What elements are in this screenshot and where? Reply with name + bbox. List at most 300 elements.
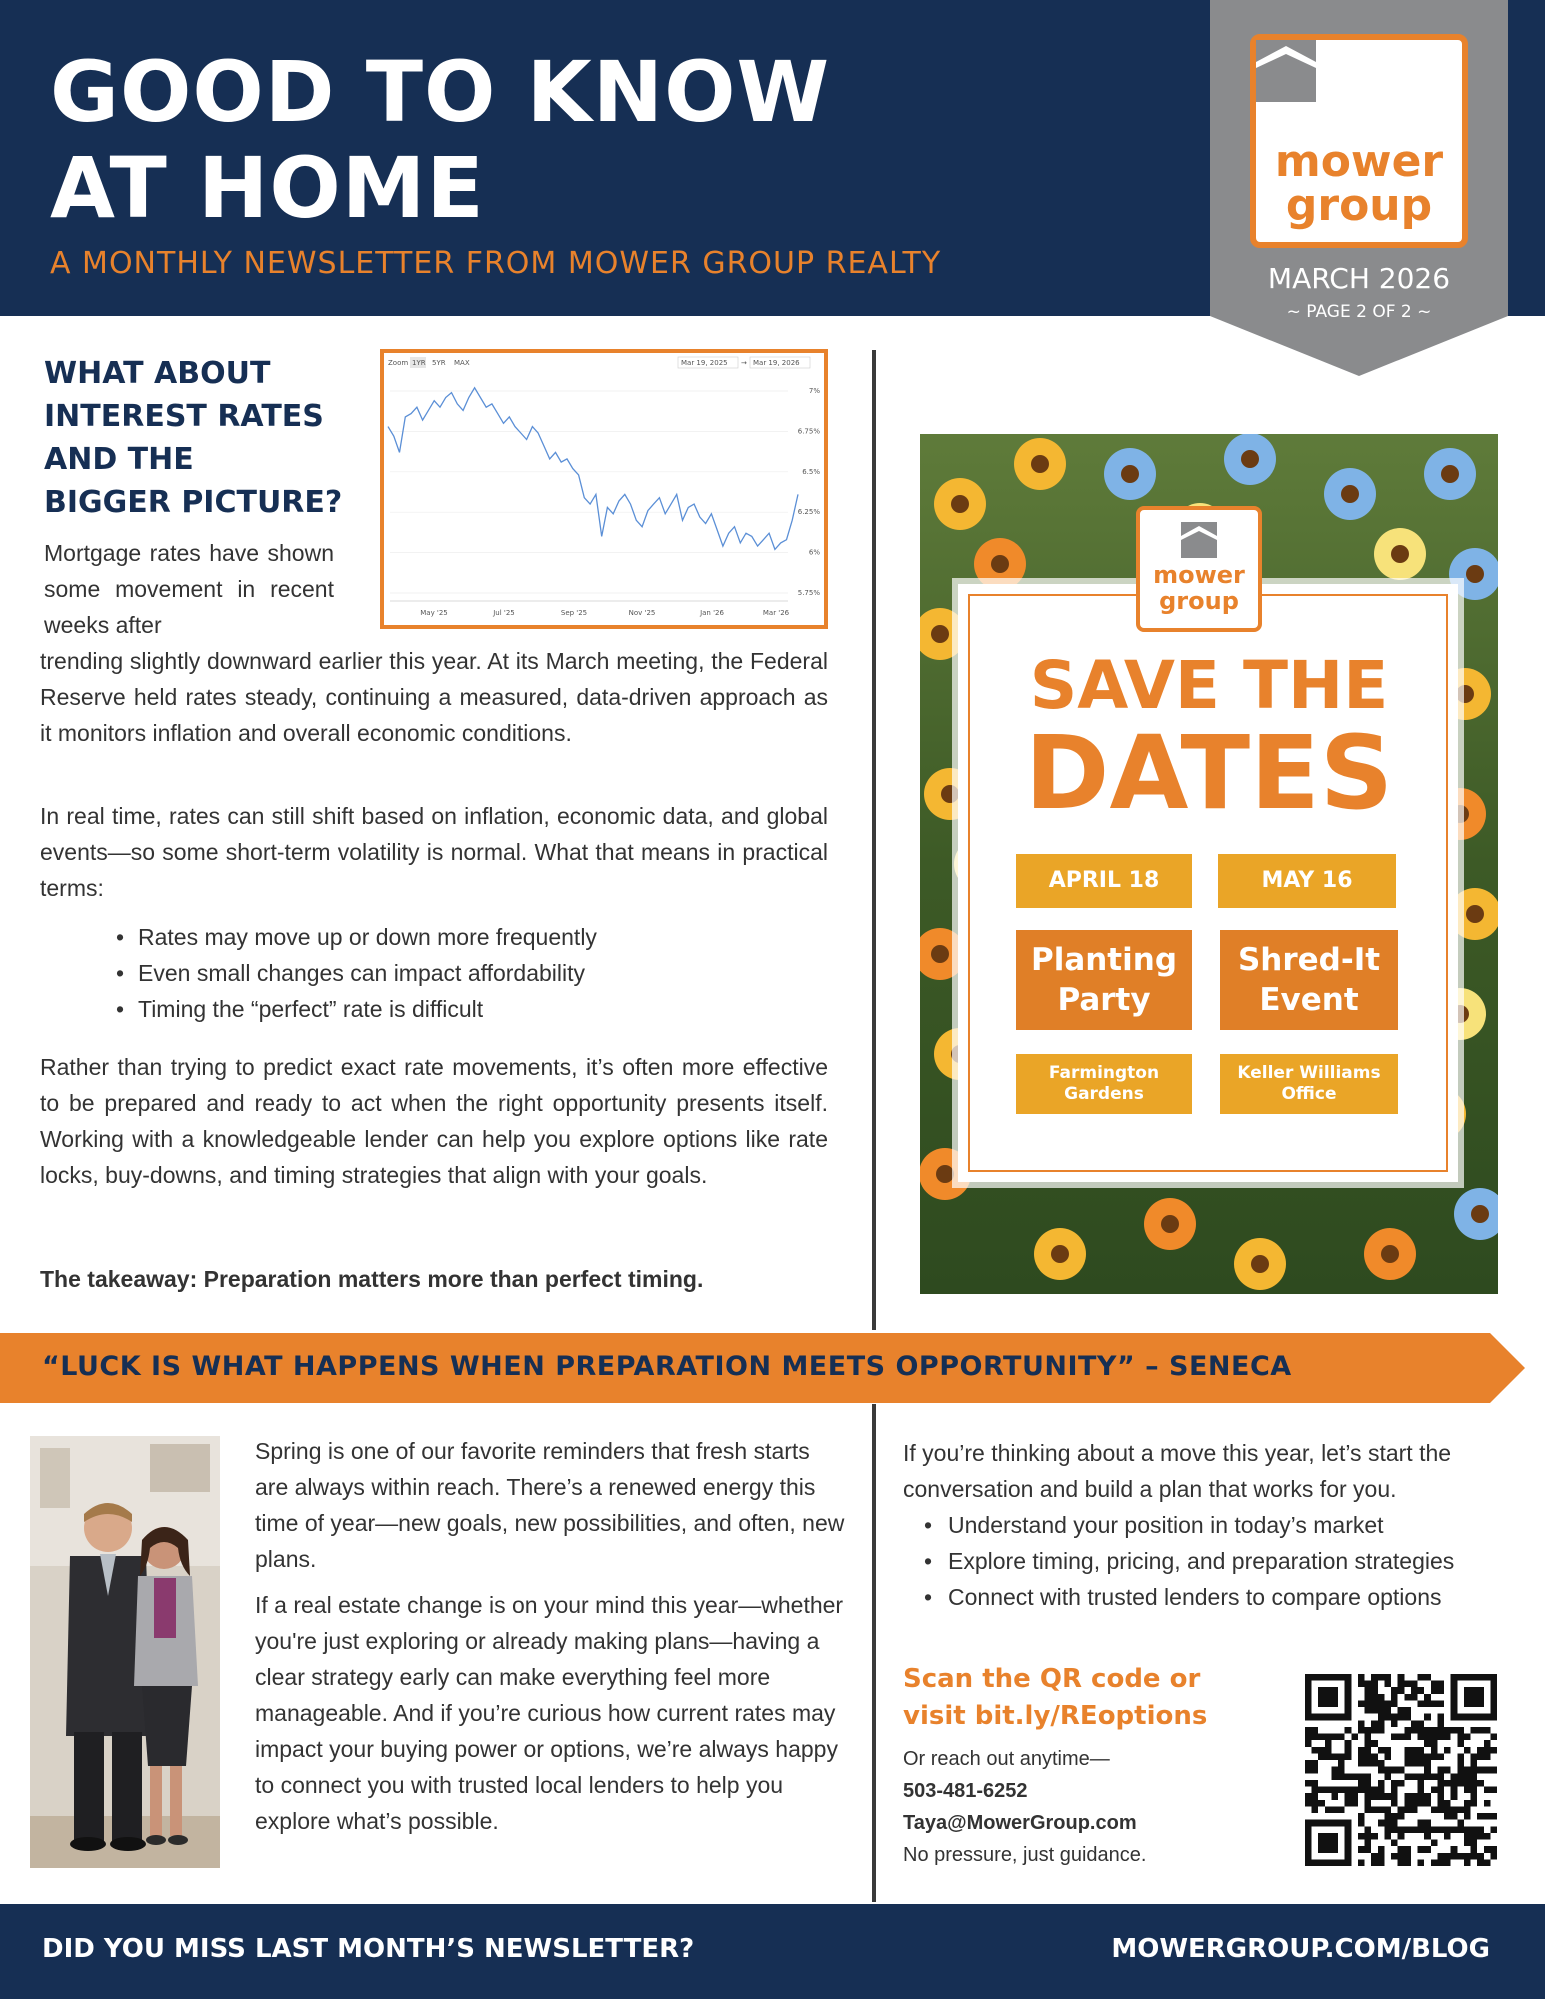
qr-module — [1411, 1773, 1418, 1780]
qr-module — [1318, 1787, 1325, 1794]
qr-module — [1431, 1859, 1438, 1866]
contact-info — [903, 1743, 1263, 1871]
qr-module — [1471, 1846, 1478, 1853]
qr-module — [1312, 1787, 1319, 1794]
qr-module — [1378, 1694, 1385, 1701]
qr-module — [1384, 1753, 1391, 1760]
title-line-2: AT HOME — [50, 139, 485, 237]
qr-module — [1437, 1793, 1444, 1800]
qr-module — [1312, 1806, 1319, 1813]
qr-module — [1358, 1727, 1365, 1734]
qr-module — [1365, 1747, 1372, 1754]
heading-line: INTEREST RATES — [44, 399, 324, 434]
house-icon — [1256, 40, 1316, 102]
qr-module — [1358, 1780, 1365, 1787]
page-number: ~ PAGE 2 OF 2 ~ — [1286, 302, 1432, 322]
email-address[interactable]: Taya@MowerGroup.com — [903, 1812, 1137, 1834]
qr-module — [1437, 1773, 1444, 1780]
phone-number[interactable]: 503-481-6252 — [903, 1780, 1028, 1802]
event-location-line: Keller Williams — [1237, 1063, 1381, 1083]
qr-module — [1404, 1846, 1411, 1853]
qr-module — [1404, 1760, 1411, 1767]
qr-module — [1424, 1740, 1431, 1747]
article-takeaway: The takeaway: Preparation matters more than perfect timing. — [40, 1266, 704, 1292]
chart-zoom-1yr[interactable]: 1YR — [412, 359, 426, 367]
qr-module — [1451, 1773, 1458, 1780]
qr-module — [1398, 1707, 1405, 1714]
qr-module — [1490, 1747, 1497, 1754]
qr-module — [1378, 1714, 1385, 1721]
qr-module — [1404, 1753, 1411, 1760]
qr-module — [1444, 1853, 1451, 1860]
qr-module — [1404, 1806, 1411, 1813]
qr-module — [1477, 1753, 1484, 1760]
qr-module — [1484, 1846, 1491, 1853]
qr-module — [1444, 1800, 1451, 1807]
qr-module — [1312, 1734, 1319, 1741]
event-name-line: Planting — [1030, 942, 1178, 978]
qr-module — [1484, 1813, 1491, 1820]
qr-module — [1378, 1720, 1385, 1727]
logo-word-2: group — [1285, 180, 1433, 231]
chart-date-to: Mar 19, 2026 — [753, 359, 800, 367]
qr-module — [1457, 1740, 1464, 1747]
qr-module — [1365, 1700, 1372, 1707]
chart-y-tick-label: 5.75% — [797, 589, 820, 597]
qr-module — [1471, 1780, 1478, 1787]
qr-module — [1418, 1787, 1425, 1794]
qr-module — [1371, 1727, 1378, 1734]
mortgage-rate-chart — [380, 349, 828, 629]
qr-module — [1444, 1727, 1451, 1734]
qr-module — [1398, 1767, 1405, 1774]
qr-module — [1431, 1787, 1438, 1794]
qr-module — [1418, 1793, 1425, 1800]
qr-module — [1451, 1727, 1458, 1734]
qr-module — [1331, 1806, 1338, 1813]
article-paragraph-1: trending slightly downward earlier this year. At its March meeting, the Federal Reserve held rates steady, continuing a measured, data-driven approach as it monitors inflation and overall economic conditions. — [40, 648, 828, 746]
qr-module — [1477, 1853, 1484, 1860]
qr-module — [1424, 1846, 1431, 1853]
qr-finder — [1464, 1687, 1484, 1707]
qr-module — [1457, 1734, 1464, 1741]
blog-link[interactable]: MOWERGROUP.COM/BLOG — [1111, 1934, 1490, 1964]
title-line-1: GOOD TO KNOW — [50, 43, 831, 141]
qr-module — [1312, 1747, 1319, 1754]
qr-module — [1437, 1720, 1444, 1727]
qr-module — [1384, 1793, 1391, 1800]
qr-module — [1312, 1780, 1319, 1787]
qr-module — [1444, 1780, 1451, 1787]
qr-module — [1411, 1793, 1418, 1800]
qr-module — [1391, 1826, 1398, 1833]
qr-module — [1318, 1734, 1325, 1741]
list-item: • Timing the “perfect” rate is difficult — [116, 991, 816, 1027]
qr-module — [1418, 1720, 1425, 1727]
qr-module — [1398, 1806, 1405, 1813]
qr-module — [1365, 1780, 1372, 1787]
event-location-line: Farmington — [1048, 1063, 1160, 1083]
qr-module — [1398, 1714, 1405, 1721]
qr-module — [1378, 1700, 1385, 1707]
qr-module — [1437, 1800, 1444, 1807]
qr-module — [1351, 1787, 1358, 1794]
qr-module — [1378, 1727, 1385, 1734]
article-paragraph-3: Rather than trying to predict exact rate movements, it’s often more effective to be prepared and ready to act when the right opportunity presents itself. Working with a knowledgeable lender can help you explore options like rate locks, buy-downs, and timing strategies that align with your goals. — [40, 1054, 828, 1188]
qr-module — [1378, 1853, 1385, 1860]
qr-module — [1411, 1727, 1418, 1734]
qr-module — [1404, 1727, 1411, 1734]
qr-module — [1365, 1833, 1372, 1840]
qr-module — [1418, 1674, 1425, 1681]
move-bullet-list — [924, 1507, 1524, 1615]
qr-module — [1378, 1674, 1385, 1681]
qr-module — [1464, 1853, 1471, 1860]
qr-module — [1411, 1760, 1418, 1767]
qr-module — [1305, 1780, 1312, 1787]
qr-module — [1471, 1767, 1478, 1774]
chart-y-tick-label: 7% — [808, 387, 820, 395]
qr-module — [1477, 1826, 1484, 1833]
chart-date-separator: → — [741, 359, 747, 367]
qr-module — [1471, 1833, 1478, 1840]
qr-module — [1312, 1727, 1319, 1734]
qr-module — [1325, 1747, 1332, 1754]
qr-module — [1464, 1734, 1471, 1741]
qr-module — [1424, 1753, 1431, 1760]
qr-module — [1338, 1767, 1345, 1774]
seneca-quote: “LUCK IS WHAT HAPPENS WHEN PREPARATION MEETS OPPORTUNITY” – SENECA — [42, 1351, 1292, 1382]
qr-module — [1451, 1793, 1458, 1800]
qr-module — [1418, 1859, 1425, 1866]
qr-module — [1338, 1787, 1345, 1794]
qr-module — [1398, 1826, 1405, 1833]
qr-module — [1444, 1826, 1451, 1833]
qr-module — [1384, 1820, 1391, 1827]
qr-module — [1451, 1806, 1458, 1813]
qr-module — [1371, 1700, 1378, 1707]
chart-x-tick-label: Jan '26 — [700, 609, 724, 617]
qr-module — [1424, 1694, 1431, 1701]
qr-module — [1431, 1773, 1438, 1780]
qr-module — [1371, 1720, 1378, 1727]
qr-module — [1457, 1806, 1464, 1813]
qr-module — [1365, 1806, 1372, 1813]
qr-module — [1464, 1747, 1471, 1754]
qr-module — [1431, 1840, 1438, 1847]
article-paragraph-2: In real time, rates can still shift based on inflation, economic data, and global events—so some short-term volatility is normal. What that means in practical terms: — [40, 803, 828, 901]
qr-module — [1378, 1787, 1385, 1794]
qr-module — [1398, 1853, 1405, 1860]
chart-y-tick-label: 6% — [808, 548, 820, 557]
qr-module — [1371, 1793, 1378, 1800]
qr-module — [1391, 1787, 1398, 1794]
qr-module — [1471, 1793, 1478, 1800]
qr-module — [1471, 1760, 1478, 1767]
qr-module — [1365, 1787, 1372, 1794]
qr-module — [1411, 1694, 1418, 1701]
qr-module — [1424, 1793, 1431, 1800]
qr-module — [1411, 1806, 1418, 1813]
qr-module — [1431, 1734, 1438, 1741]
page-title — [50, 44, 830, 236]
qr-module — [1424, 1773, 1431, 1780]
mower-group-logo — [1250, 34, 1468, 248]
qr-module — [1384, 1674, 1391, 1681]
qr-module — [1457, 1780, 1464, 1787]
event-name-line: Event — [1259, 982, 1359, 1018]
flyer-title-line-2: DATES — [1024, 714, 1394, 833]
qr-module — [1431, 1700, 1438, 1707]
qr-module — [1305, 1800, 1312, 1807]
qr-module — [1398, 1734, 1405, 1741]
list-item: • Rates may move up or down more frequently — [116, 919, 816, 955]
event-date-may: MAY 16 — [1218, 854, 1396, 908]
qr-finder — [1318, 1687, 1338, 1707]
qr-code-image — [1305, 1674, 1497, 1866]
qr-module — [1411, 1753, 1418, 1760]
qr-module — [1365, 1826, 1372, 1833]
qr-module — [1365, 1727, 1372, 1734]
scan-line: Scan the QR code or — [903, 1664, 1201, 1694]
qr-module — [1331, 1793, 1338, 1800]
qr-module — [1384, 1700, 1391, 1707]
heading-line: BIGGER PICTURE? — [44, 485, 343, 520]
qr-module — [1437, 1806, 1444, 1813]
qr-module — [1365, 1846, 1372, 1853]
qr-module — [1404, 1681, 1411, 1688]
qr-module — [1404, 1800, 1411, 1807]
qr-module — [1358, 1700, 1365, 1707]
qr-module — [1437, 1681, 1444, 1688]
qr-module — [1471, 1800, 1478, 1807]
qr-module — [1484, 1753, 1491, 1760]
move-paragraph: If you’re thinking about a move this year, let’s start the conversation and build a plan that works for you. — [903, 1440, 1452, 1502]
no-pressure-text: No pressure, just guidance. — [903, 1844, 1147, 1866]
qr-module — [1384, 1806, 1391, 1813]
chart-zoom-label: Zoom — [388, 359, 409, 367]
qr-module — [1418, 1734, 1425, 1741]
qr-module — [1358, 1720, 1365, 1727]
qr-module — [1371, 1806, 1378, 1813]
qr-module — [1384, 1826, 1391, 1833]
qr-module — [1391, 1687, 1398, 1694]
qr-module — [1345, 1747, 1352, 1754]
list-item: • Explore timing, pricing, and preparation strategies — [924, 1543, 1524, 1579]
qr-module — [1358, 1753, 1365, 1760]
qr-module — [1444, 1833, 1451, 1840]
qr-module — [1431, 1740, 1438, 1747]
qr-module — [1365, 1681, 1372, 1688]
chart-y-tick-label: 6.75% — [797, 427, 820, 436]
qr-module — [1371, 1787, 1378, 1794]
qr-module — [1444, 1767, 1451, 1774]
qr-module — [1365, 1687, 1372, 1694]
qr-module — [1464, 1859, 1471, 1866]
qr-module — [1345, 1727, 1352, 1734]
chart-zoom-5yr[interactable]: 5YR — [432, 359, 446, 367]
spring-paragraph-2: If a real estate change is on your mind this year—whether you're just exploring or already making plans—having a clear strategy early can make everything feel more manageable. And if you’re curious how current rates may impact your buying power or options, we’re always happy to connect you with trusted local lenders to help you explore what’s possible. — [255, 1592, 844, 1834]
qr-module — [1477, 1833, 1484, 1840]
qr-module — [1451, 1780, 1458, 1787]
save-the-dates-flyer — [920, 434, 1498, 1294]
qr-module — [1444, 1806, 1451, 1813]
qr-module — [1325, 1734, 1332, 1741]
qr-module — [1384, 1714, 1391, 1721]
qr-module — [1457, 1760, 1464, 1767]
qr-module — [1358, 1833, 1365, 1840]
list-item: • Understand your position in today’s market — [924, 1507, 1524, 1543]
qr-module — [1358, 1674, 1365, 1681]
qr-module — [1431, 1806, 1438, 1813]
qr-module — [1490, 1767, 1497, 1774]
qr-module — [1318, 1800, 1325, 1807]
qr-module — [1411, 1687, 1418, 1694]
qr-module — [1358, 1820, 1365, 1827]
qr-module — [1418, 1753, 1425, 1760]
qr-module — [1345, 1773, 1352, 1780]
options-link[interactable]: visit bit.ly/REoptions — [903, 1701, 1208, 1731]
qr-module — [1444, 1813, 1451, 1820]
qr-module — [1404, 1853, 1411, 1860]
qr-module — [1464, 1833, 1471, 1840]
chart-x-tick-label: Sep '25 — [560, 609, 588, 617]
qr-module — [1418, 1820, 1425, 1827]
flyer-logo — [1136, 506, 1262, 632]
qr-module — [1464, 1840, 1471, 1847]
qr-module — [1398, 1859, 1405, 1866]
list-item: • Connect with trusted lenders to compare options — [924, 1579, 1524, 1615]
qr-module — [1437, 1714, 1444, 1721]
qr-module — [1418, 1846, 1425, 1853]
qr-module — [1325, 1740, 1332, 1747]
heading-line: AND THE — [44, 442, 194, 477]
qr-module — [1371, 1753, 1378, 1760]
qr-module — [1437, 1787, 1444, 1794]
event-name-shred-it — [1220, 930, 1398, 1030]
qr-module — [1351, 1773, 1358, 1780]
qr-module — [1411, 1826, 1418, 1833]
qr-module — [1371, 1859, 1378, 1866]
qr-module — [1391, 1714, 1398, 1721]
qr-module — [1398, 1687, 1405, 1694]
qr-module — [1338, 1773, 1345, 1780]
qr-module — [1365, 1740, 1372, 1747]
scan-call-to-action — [903, 1661, 1243, 1735]
qr-module — [1484, 1727, 1491, 1734]
chart-zoom-max[interactable]: MAX — [454, 359, 470, 367]
chart-x-tick-label: Jul '25 — [493, 609, 515, 617]
qr-module — [1365, 1840, 1372, 1847]
qr-module — [1391, 1820, 1398, 1827]
qr-module — [1391, 1767, 1398, 1774]
chart-date-from: Mar 19, 2025 — [681, 359, 728, 367]
qr-module — [1444, 1747, 1451, 1754]
qr-module — [1384, 1833, 1391, 1840]
qr-module — [1418, 1687, 1425, 1694]
qr-module — [1371, 1740, 1378, 1747]
qr-module — [1371, 1674, 1378, 1681]
qr-module — [1471, 1826, 1478, 1833]
qr-module — [1345, 1793, 1352, 1800]
event-location-line: Office — [1281, 1084, 1337, 1104]
qr-module — [1424, 1760, 1431, 1767]
qr-module — [1411, 1681, 1418, 1688]
qr-module — [1490, 1787, 1497, 1794]
qr-module — [1451, 1813, 1458, 1820]
qr-module — [1391, 1734, 1398, 1741]
qr-module — [1464, 1800, 1471, 1807]
qr-module — [1345, 1800, 1352, 1807]
newsletter-footer — [0, 1904, 1545, 1999]
logo-word-1: mower — [1274, 136, 1444, 187]
qr-module — [1418, 1773, 1425, 1780]
qr-module — [1378, 1780, 1385, 1787]
qr-module — [1404, 1793, 1411, 1800]
qr-module — [1391, 1813, 1398, 1820]
article-heading — [44, 352, 344, 524]
qr-module — [1437, 1859, 1444, 1866]
qr-module — [1384, 1681, 1391, 1688]
chart-svg — [384, 353, 824, 625]
qr-code[interactable] — [1305, 1674, 1497, 1866]
qr-module — [1457, 1826, 1464, 1833]
qr-module — [1431, 1826, 1438, 1833]
qr-module — [1371, 1833, 1378, 1840]
qr-module — [1384, 1813, 1391, 1820]
qr-module — [1418, 1780, 1425, 1787]
qr-module — [1451, 1787, 1458, 1794]
qr-module — [1457, 1727, 1464, 1734]
page-subtitle: A MONTHLY NEWSLETTER FROM MOWER GROUP REALTY — [50, 246, 942, 281]
qr-module — [1484, 1800, 1491, 1807]
qr-module — [1331, 1734, 1338, 1741]
qr-module — [1431, 1727, 1438, 1734]
qr-module — [1365, 1773, 1372, 1780]
qr-module — [1490, 1846, 1497, 1853]
qr-module — [1471, 1787, 1478, 1794]
qr-module — [1464, 1773, 1471, 1780]
qr-module — [1477, 1767, 1484, 1774]
flyer-title-line-1: SAVE THE — [1029, 647, 1389, 724]
qr-module — [1365, 1694, 1372, 1701]
qr-module — [1358, 1846, 1365, 1853]
qr-module — [1411, 1747, 1418, 1754]
flyer-logo-word-2: group — [1159, 587, 1239, 615]
qr-module — [1398, 1846, 1405, 1853]
qr-module — [1437, 1753, 1444, 1760]
qr-module — [1384, 1707, 1391, 1714]
qr-module — [1457, 1767, 1464, 1774]
qr-module — [1484, 1740, 1491, 1747]
qr-module — [1437, 1767, 1444, 1774]
qr-module — [1338, 1734, 1345, 1741]
qr-module — [1464, 1813, 1471, 1820]
issue-badge — [1210, 0, 1508, 378]
qr-module — [1404, 1747, 1411, 1754]
qr-module — [1477, 1859, 1484, 1866]
qr-module — [1451, 1826, 1458, 1833]
qr-module — [1484, 1833, 1491, 1840]
house-icon — [1181, 522, 1217, 558]
column-divider — [872, 1404, 876, 1902]
chart-y-tick-label: 6.25% — [797, 508, 820, 517]
qr-module — [1325, 1787, 1332, 1794]
qr-module — [1365, 1760, 1372, 1767]
qr-module — [1404, 1826, 1411, 1833]
qr-module — [1378, 1760, 1385, 1767]
qr-module — [1365, 1793, 1372, 1800]
